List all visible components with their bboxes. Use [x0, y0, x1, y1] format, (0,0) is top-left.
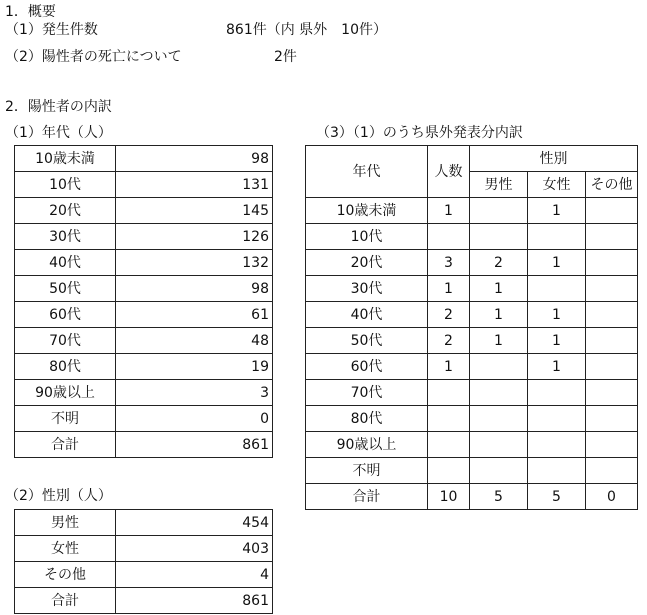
row-count: [428, 458, 470, 484]
row-other: [586, 328, 638, 354]
gender-table-title: （2）性別（人）: [5, 488, 112, 504]
header-age: 年代: [306, 146, 428, 198]
row-male: [470, 380, 528, 406]
row-value: 454: [116, 510, 273, 536]
table-row: [306, 224, 638, 250]
row-count: 2: [428, 302, 470, 328]
row-male: 1: [470, 328, 528, 354]
table-row: [15, 432, 273, 458]
row-label: 不明: [15, 406, 116, 432]
row-value: 403: [116, 536, 273, 562]
row-age: 10歳未満: [306, 198, 428, 224]
table-row: [15, 380, 273, 406]
row-value: 126: [116, 224, 273, 250]
row-label: 女性: [15, 536, 116, 562]
row-male: [470, 432, 528, 458]
row-male: [470, 458, 528, 484]
row-value: 4: [116, 562, 273, 588]
table-row: [306, 458, 638, 484]
table-row: [306, 354, 638, 380]
row-label: 20代: [15, 198, 116, 224]
row-male: [470, 406, 528, 432]
row-value: 145: [116, 198, 273, 224]
row-age: 10代: [306, 224, 428, 250]
row-count: [428, 406, 470, 432]
row-other: [586, 198, 638, 224]
row-count: 1: [428, 198, 470, 224]
row-age: 60代: [306, 354, 428, 380]
row-female: 1: [528, 302, 586, 328]
header-gender: 性別: [470, 146, 638, 172]
row-male: 5: [470, 484, 528, 510]
row-age: 90歳以上: [306, 432, 428, 458]
row-label: 10歳未満: [15, 146, 116, 172]
row-other: [586, 302, 638, 328]
row-male: 1: [470, 276, 528, 302]
row-value: 48: [116, 328, 273, 354]
overview-heading: 1．概要: [5, 4, 56, 20]
row-female: 1: [528, 328, 586, 354]
row-value: 132: [116, 250, 273, 276]
table-row: [306, 432, 638, 458]
row-count: [428, 432, 470, 458]
row-other: [586, 406, 638, 432]
table-row: [306, 484, 638, 510]
row-age: 80代: [306, 406, 428, 432]
age-table-title: （1）年代（人）: [5, 125, 112, 141]
row-male: 1: [470, 302, 528, 328]
table-row: [306, 406, 638, 432]
row-label: 80代: [15, 354, 116, 380]
row-other: [586, 224, 638, 250]
header-count: 人数: [428, 146, 470, 198]
row-label: 40代: [15, 250, 116, 276]
case-count-value: 861件（内 県外 10件）: [226, 22, 387, 38]
row-other: 0: [586, 484, 638, 510]
row-count: [428, 380, 470, 406]
row-label: 合計: [15, 588, 116, 614]
table-row: [306, 380, 638, 406]
row-female: 1: [528, 250, 586, 276]
row-age: 合計: [306, 484, 428, 510]
table-row: [15, 406, 273, 432]
row-female: [528, 406, 586, 432]
row-male: [470, 354, 528, 380]
table-row: [306, 276, 638, 302]
death-label: （2）陽性者の死亡について: [5, 49, 182, 65]
row-female: [528, 380, 586, 406]
row-male: [470, 224, 528, 250]
row-value: 61: [116, 302, 273, 328]
row-label: 10代: [15, 172, 116, 198]
row-count: [428, 224, 470, 250]
row-label: 90歳以上: [15, 380, 116, 406]
row-count: 1: [428, 276, 470, 302]
row-value: 861: [116, 588, 273, 614]
header-male: 男性: [470, 172, 528, 198]
row-age: 30代: [306, 276, 428, 302]
row-label: 合計: [15, 432, 116, 458]
outside-table: [305, 145, 638, 510]
table-row: [15, 510, 273, 536]
row-female: [528, 224, 586, 250]
row-male: 2: [470, 250, 528, 276]
row-age: 70代: [306, 380, 428, 406]
row-female: 5: [528, 484, 586, 510]
row-value: 3: [116, 380, 273, 406]
table-row: [15, 198, 273, 224]
row-female: [528, 276, 586, 302]
case-count-label: （1）発生件数: [5, 22, 98, 38]
table-row: [306, 250, 638, 276]
table-row: [15, 588, 273, 614]
row-value: 98: [116, 146, 273, 172]
breakdown-heading: 2．陽性者の内訳: [5, 99, 112, 115]
row-label: 60代: [15, 302, 116, 328]
table-row: [306, 198, 638, 224]
age-table: [14, 145, 273, 458]
row-value: 19: [116, 354, 273, 380]
row-other: [586, 380, 638, 406]
row-label: 男性: [15, 510, 116, 536]
death-value: 2件: [274, 49, 297, 65]
row-label: 50代: [15, 276, 116, 302]
row-count: 2: [428, 328, 470, 354]
table-row: [15, 146, 273, 172]
row-age: 不明: [306, 458, 428, 484]
table-row: [15, 354, 273, 380]
table-row: [15, 250, 273, 276]
row-female: 1: [528, 198, 586, 224]
row-other: [586, 458, 638, 484]
row-male: [470, 198, 528, 224]
table-row: [15, 328, 273, 354]
row-female: [528, 432, 586, 458]
row-value: 131: [116, 172, 273, 198]
row-age: 50代: [306, 328, 428, 354]
row-other: [586, 432, 638, 458]
table-row: [15, 536, 273, 562]
row-label: 30代: [15, 224, 116, 250]
row-other: [586, 276, 638, 302]
row-label: 70代: [15, 328, 116, 354]
table-row: [15, 562, 273, 588]
row-female: [528, 458, 586, 484]
table-row: [15, 276, 273, 302]
row-value: 0: [116, 406, 273, 432]
table-row: [15, 302, 273, 328]
row-value: 98: [116, 276, 273, 302]
gender-table: [14, 509, 273, 614]
row-female: 1: [528, 354, 586, 380]
row-count: 3: [428, 250, 470, 276]
row-value: 861: [116, 432, 273, 458]
table-row: [15, 172, 273, 198]
table-row: [306, 328, 638, 354]
outside-table-title: （3）（1）のうち県外発表分内訳: [316, 125, 523, 141]
header-female: 女性: [528, 172, 586, 198]
row-count: 10: [428, 484, 470, 510]
row-label: その他: [15, 562, 116, 588]
row-age: 20代: [306, 250, 428, 276]
header-other: その他: [586, 172, 638, 198]
row-other: [586, 250, 638, 276]
table-row: [15, 224, 273, 250]
outside-table-body: [306, 198, 638, 510]
age-table-body: [15, 146, 273, 458]
row-count: 1: [428, 354, 470, 380]
row-age: 40代: [306, 302, 428, 328]
gender-table-body: [15, 510, 273, 614]
row-other: [586, 354, 638, 380]
table-row: [306, 302, 638, 328]
